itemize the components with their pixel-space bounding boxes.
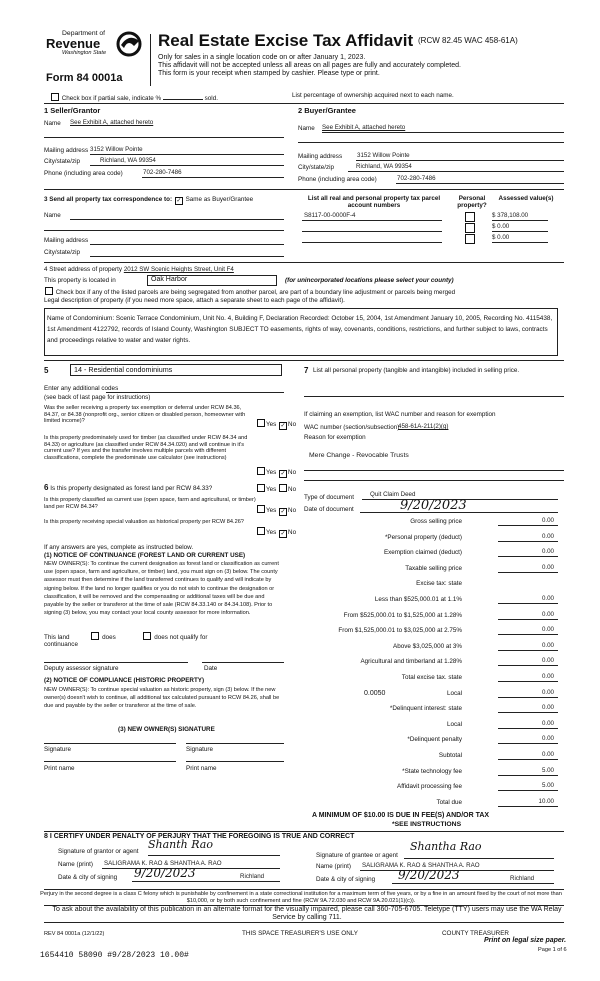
seller-mailing[interactable]: 3152 Willow Pointe [90, 146, 143, 153]
sec6-q1-row [44, 484, 212, 492]
new-owner-sig-label-2: Signature [186, 746, 213, 753]
sec5-see-back: (see back of last page for instructions) [44, 394, 151, 401]
tax-label: Total due [436, 798, 462, 806]
tax-value[interactable]: 0.00 [541, 626, 554, 634]
tax-label: From $1,525,000.01 to $3,025,000 at 2.75% [338, 627, 462, 635]
header-note-3: This form is your receipt when stamped by cashier. Please type or print. [158, 70, 380, 77]
sec7-exemption: If claiming an exemption, list WAC number and reason for exemption [304, 411, 496, 418]
tax-label: Local [446, 689, 462, 697]
wac-label: WAC number (section/subsection) [304, 424, 400, 431]
this-land-row [44, 632, 207, 641]
partial-sale-checkbox[interactable] [51, 93, 59, 101]
continuance-label: continuance [44, 641, 78, 648]
tax-label: Taxable selling price [405, 564, 462, 572]
personal-property-checkbox[interactable] [465, 223, 475, 233]
deputy-date-label: Date [204, 665, 218, 672]
sec6-q2-no-checkbox[interactable]: ✓ [280, 509, 286, 515]
does-label: does [102, 634, 116, 641]
tax-label: *Delinquent interest: state [389, 705, 462, 713]
sec5-q1: Was the seller receiving a property tax exemption or deferral under RCW 84.36, 84.37, or 84.38 (nonprofit org., senior citizen or disabled person, homeowner with limited income)? [44, 405, 246, 425]
perjury-notice: Perjury in the second degree is a class C felony which is punishable by confinement in a state correctional institution for a maximum term of five years, or by a fine in an amount fixed by the court of not more than $10,000, or by both such confinement and fine (RCW 9A.72.030 and RCW 9A.20.021(1)(c)). [40, 891, 562, 904]
sec6-if-yes: If any answers are yes, complete as instructed below. [44, 544, 194, 551]
sec5-q2-no-checkbox[interactable]: ✓ [280, 471, 286, 477]
tax-label: Subtotal [438, 752, 462, 759]
grantor-date[interactable]: 9/20/2023 [134, 866, 196, 880]
tax-label: Affidavit processing fee [397, 783, 462, 791]
sec3-heading: 3 Send all property tax correspondence to: [44, 196, 173, 203]
assessed-value[interactable]: $ 0.00 [492, 234, 510, 241]
tax-label: *State technology fee [402, 767, 462, 775]
sec5-code: 14 - Residential condominiums [74, 365, 173, 374]
tax-value[interactable]: 0.00 [541, 563, 554, 571]
sec4-street-row [44, 266, 234, 273]
buyer-heading: 2 Buyer/Grantee [298, 106, 356, 115]
does-checkbox[interactable] [91, 632, 99, 640]
seller-name-label: Name [44, 120, 61, 127]
sec6-q1-no-checkbox[interactable] [279, 484, 287, 492]
sec6-q3: Is this property receiving special valuation as historical property per RCW 84.26? [44, 519, 244, 525]
same-as-buyer-checkbox[interactable]: ✓ [176, 198, 182, 204]
legal-desc-box[interactable] [44, 308, 558, 356]
tax-value[interactable]: 0.00 [541, 673, 554, 680]
grantee-name-label: Name (print) [316, 863, 351, 870]
seller-phone[interactable]: 702-280-7486 [143, 169, 182, 176]
sec6-q3-no-checkbox[interactable]: ✓ [280, 531, 286, 537]
legal-size-note: Print on legal size paper. [484, 937, 567, 944]
tax-label: Excise tax: state [416, 580, 462, 588]
tax-label: Less than $525,000.01 at 1.1% [374, 596, 462, 603]
seller-heading: 1 Seller/Grantor [44, 106, 101, 115]
grantee-sig-label: Signature of grantee or agent [316, 852, 398, 859]
buyer-city[interactable]: Richland, WA 99354 [356, 163, 412, 170]
tax-value[interactable]: 5.00 [541, 782, 554, 790]
rev-number: REV 84 0001a (12/1/22) [44, 931, 105, 937]
grantor-date-label: Date & city of signing [58, 874, 118, 881]
tax-see-instr: *SEE INSTRUCTIONS [392, 821, 462, 828]
sec5-q2-yes-label: Yes [266, 469, 277, 476]
sec5-q1-answers [256, 419, 296, 430]
sec8-heading: 8 I CERTIFY UNDER PENALTY OF PERJURY THAT THE FOREGOING IS TRUE AND CORRECT [44, 833, 355, 840]
sec4-unincorporated: (for unincorporated locations please select your county) [285, 277, 454, 284]
buyer-mailing-label: Mailing address [298, 153, 343, 160]
grantee-signature[interactable]: Shantha Rao [410, 840, 482, 853]
sec7-num: 7 [304, 366, 309, 375]
sec6-q2-answers [256, 505, 296, 516]
tax-value[interactable]: 0.00 [541, 719, 554, 727]
grantee-date-label: Date & city of signing [316, 876, 376, 883]
buyer-mailing[interactable]: 3152 Willow Pointe [357, 152, 410, 159]
new-owner-sig-label-1: Signature [44, 746, 71, 753]
buyer-name-label: Name [298, 125, 315, 132]
reason-label: Reason for exemption [304, 434, 366, 441]
located-select[interactable] [147, 275, 277, 286]
reason-value[interactable]: Mere Change - Revocable Trusts [309, 452, 409, 459]
buyer-phone[interactable]: 702-280-7486 [397, 175, 436, 182]
notice1-title: (1) NOTICE OF CONTINUANCE (FOREST LAND OR CURRENT USE) [44, 552, 246, 559]
seller-phone-label: Phone (including area code) [44, 170, 123, 177]
tax-value[interactable]: 0.00 [541, 641, 554, 649]
sec6-q3-yes-label: Yes [266, 529, 277, 536]
buyer-phone-label: Phone (including area code) [298, 176, 377, 183]
new-owner-print-2: Print name [186, 765, 217, 772]
sec3-name-label: Name [44, 212, 61, 219]
sec5-q2-answers [256, 467, 296, 478]
sec6-q1: Is this property designated as forest land per RCW 84.33? [50, 485, 213, 492]
doc-date[interactable]: 9/20/2023 [400, 498, 467, 513]
grantee-name[interactable]: SALIGRAMA K. RAO & SHANTHA A. RAO [362, 862, 480, 869]
new-owner-print-1: Print name [44, 765, 75, 772]
segregated-label: Check box if any of the listed parcels are being segregated from another parcel, are part of a boundary line adjustment or parcels being merged [55, 289, 456, 296]
tax-label: Agricultural and timberland at 1.28% [360, 658, 462, 666]
dept-line1: Department of [62, 30, 106, 37]
county-treasurer: COUNTY TREASURER [442, 930, 509, 937]
tax-value[interactable]: 5.00 [541, 766, 554, 774]
same-as-buyer-label: Same as Buyer/Grantee [185, 196, 254, 203]
header-note-2: This affidavit will not be accepted unless all areas on all pages are fully and accurately completed. [158, 62, 461, 69]
wa-logo-icon [114, 31, 144, 57]
sec5-q2-yes-checkbox[interactable] [257, 467, 265, 475]
wac-number[interactable]: 458-61A-211(2)(g) [398, 423, 449, 430]
tax-value[interactable]: 0.00 [541, 751, 554, 758]
sec3-row [44, 196, 253, 205]
personal-property-checkbox[interactable] [465, 234, 475, 244]
notice2-body: NEW OWNER(S): To continue special valuation as historic property, sign (3) below. If the new owner(s) doesn't wish to continue, all additional tax calculated pursuant to RCW 84.26, shall be due and payable by the seller or transferor at the time of sale. [44, 687, 280, 710]
sec6-q1-answers [256, 484, 296, 493]
tax-minimum: A MINIMUM OF $10.00 IS DUE IN FEE(S) AND/OR TAX [312, 812, 490, 819]
revenue-logo [44, 30, 148, 90]
seller-city-label: City/state/zip [44, 158, 81, 165]
sec5-q2-no-label: No [288, 469, 297, 476]
grantor-sig-label: Signature of grantor or agent [58, 848, 139, 855]
tax-value[interactable]: 0.00 [541, 610, 554, 618]
located-value: Oak Harbor [151, 276, 188, 283]
grantor-name[interactable]: SALIGRAMA K. RAO & SHANTHA A. RAO [104, 860, 222, 867]
sec6-q3-yes-checkbox[interactable] [257, 527, 265, 535]
alt-format-notice: To ask about the availability of this publication in an alternate format for the visually impaired, please call 360-705-6705. Teletype (TTY) users may use the WA Relay Service by calling 711. [52, 906, 562, 921]
buyer-name[interactable]: See Exhibit A, attached hereto [322, 124, 406, 131]
notice3-title: (3) NEW OWNER(S) SIGNATURE [118, 726, 215, 733]
sec6-q2: Is this property classified as current use (open space, farm and agricultural, or timber) land per RCW 84.34? [44, 497, 256, 510]
partial-sale-row [50, 93, 218, 102]
sec6-q2-yes-label: Yes [266, 507, 277, 514]
parcel-col2-header: Personal property? [457, 195, 487, 210]
does-not-checkbox[interactable] [143, 632, 151, 640]
parcel-number[interactable]: S8117-00-0000F-4 [304, 212, 356, 219]
tax-label: Local [446, 720, 462, 728]
recording-stamp: 1654410 58090 #9/28/2023 10.00# [40, 951, 189, 960]
tax-value[interactable]: 0.00 [541, 657, 554, 665]
notice1-body: NEW OWNER(S): To continue the current designation as forest land or classification as current use (open space, farm and agriculture, or timber) land, you must sign on (3) below. The county assessor must then determine if the land transferred continues to qualify and will indicate by signing below. If the land no longer qualifies or you do not wish to continue the designation or classification, it will be removed and the compensating or additional taxes will be due and payable by the seller or transferor at the time of sale (RCW 84.33.140 or 84.34.108). Prior to signing (3) below, you may contact your local county assessor for more information. [44, 561, 279, 617]
ownership-note: List percentage of ownership acquired next to each name. [292, 92, 454, 99]
sec6-q1-yes-checkbox[interactable] [257, 484, 265, 492]
tax-value[interactable]: 10.00 [538, 797, 554, 805]
tax-label: From $525,000.01 to $1,525,000 at 1.28% [343, 611, 462, 619]
grantee-date[interactable]: 9/20/2023 [398, 868, 460, 882]
tax-label: *Personal property (deduct) [384, 533, 462, 541]
sec4-street-label: 4 Street address of property [44, 266, 123, 273]
tax-label: Exemption claimed (deduct) [383, 549, 462, 557]
tax-label: Above $3,025,000 at 3% [393, 642, 462, 650]
deputy-sig-label: Deputy assessor signature [44, 665, 119, 672]
grantee-city[interactable]: Richland [510, 875, 535, 882]
sec4-street[interactable]: 2012 SW Scenic Heights Street, Unit F4 [123, 266, 234, 273]
doc-type-label: Type of document [304, 494, 355, 501]
tax-value[interactable]: 0.00 [541, 548, 554, 556]
grantor-name-label: Name (print) [58, 861, 93, 868]
tax-value[interactable]: 0.00 [541, 517, 554, 524]
form-rcw: (RCW 82.45 WAC 458-61A) [418, 36, 518, 45]
parcel-col3-header: Assessed value(s) [498, 195, 554, 202]
tax-label: *Delinquent penalty [407, 736, 462, 744]
tax-value[interactable]: 0.00 [541, 688, 554, 696]
sec5-q2: Is this property predominately used for timber (as classified under RCW 84.34 and 84.33) or agriculture (as classified under RCW 84.34.020) and will continue in it's current use? If yes and the transfer involves multiple parcels with different classifications, complete the predominate use calculator (see instructions) [44, 435, 248, 461]
sec5-code-select[interactable] [70, 364, 282, 376]
header-note-1: Only for sales in a single location code on or after January 1, 2023. [158, 54, 366, 61]
grantor-signature[interactable]: Shanth Rao [148, 838, 213, 851]
does-not-label: does not qualify for [154, 634, 208, 641]
sec5-q1-yes-checkbox[interactable] [257, 419, 265, 427]
segregated-checkbox[interactable] [45, 287, 53, 295]
sec6-num: 6 [44, 483, 49, 492]
grantor-city[interactable]: Richland [240, 873, 265, 880]
sec5-q1-no-label: No [288, 421, 297, 428]
sec6-q2-no-label: No [288, 507, 297, 514]
dept-line2: Revenue [46, 36, 101, 51]
buyer-city-label: City/state/zip [298, 164, 335, 171]
seller-mailing-label: Mailing address [44, 147, 89, 154]
sec4-located-label: This property is located in [44, 277, 116, 284]
partial-sale-label: Check box if partial sale, indicate % [61, 95, 162, 102]
treasurer-use: THIS SPACE TREASURER'S USE ONLY [242, 930, 358, 937]
sec3-mailing-label: Mailing address [44, 237, 89, 244]
parcel-col1-header: List all real and personal property tax parcel account numbers [307, 195, 441, 210]
form-number: Form 84 0001a [46, 72, 123, 84]
tax-value[interactable]: 0.00 [541, 704, 554, 712]
sec7-text: List all personal property (tangible and intangible) included in selling price. [313, 367, 520, 374]
sec3-city-label: City/state/zip [44, 249, 81, 256]
sec6-q1-yes-label: Yes [266, 486, 277, 493]
sec5-q1-no-checkbox[interactable]: ✓ [280, 423, 286, 429]
sec5-num: 5 [44, 366, 49, 375]
tax-local-rate: 0.0050 [364, 689, 386, 697]
form-title: Real Estate Excise Tax Affidavit [158, 31, 414, 50]
seller-city[interactable]: Richland, WA 99354 [100, 157, 156, 164]
page-number: Page 1 of 6 [538, 947, 567, 953]
sec5-q1-yes-label: Yes [266, 421, 277, 428]
legal-desc: Name of Condominium: Scenic Terrace Condominium, Unit No. 4, Building F, Declaration Recorded: October 15, 2004, 1st Amendment January 10, 2005, Recording No. 4115438, 1st Amendment 4122792, records of Island County, Washington SUBJECT TO easements, rights of way, covenants, conditions, restrictions, and further subject to laws, contracts and proceedings relative to water and water rights. [47, 315, 553, 344]
sec6-q1-no-label: No [288, 486, 297, 493]
segregated-row [44, 287, 455, 296]
doc-type[interactable]: Quit Claim Deed [370, 491, 416, 498]
tax-value[interactable]: 0.00 [541, 595, 554, 602]
doc-date-label: Date of document [304, 506, 354, 513]
personal-property-checkbox[interactable] [465, 212, 475, 222]
dept-line3: Washington State [62, 50, 107, 56]
sec5-add-codes: Enter any additional codes [44, 385, 119, 392]
legal-desc-label: Legal description of property (if you need more space, attach a separate sheet to each page of the affidavit). [44, 297, 345, 304]
tax-label: Total excise tax. state [401, 674, 462, 681]
tax-value[interactable]: 0.00 [541, 532, 554, 540]
sold-label: sold. [204, 95, 218, 102]
notice2-title: (2) NOTICE OF COMPLIANCE (HISTORIC PROPERTY) [44, 677, 205, 684]
seller-name[interactable]: See Exhibit A, attached hereto [70, 119, 154, 126]
assessed-value[interactable]: $ 0.00 [492, 223, 510, 230]
tax-label: Gross selling price [410, 518, 462, 525]
sec6-q2-yes-checkbox[interactable] [257, 505, 265, 513]
sec6-q3-no-label: No [288, 529, 297, 536]
assessed-value[interactable]: $ 378,108.00 [492, 212, 529, 219]
this-land-label: This land [44, 634, 70, 641]
tax-value[interactable]: 0.00 [541, 735, 554, 743]
